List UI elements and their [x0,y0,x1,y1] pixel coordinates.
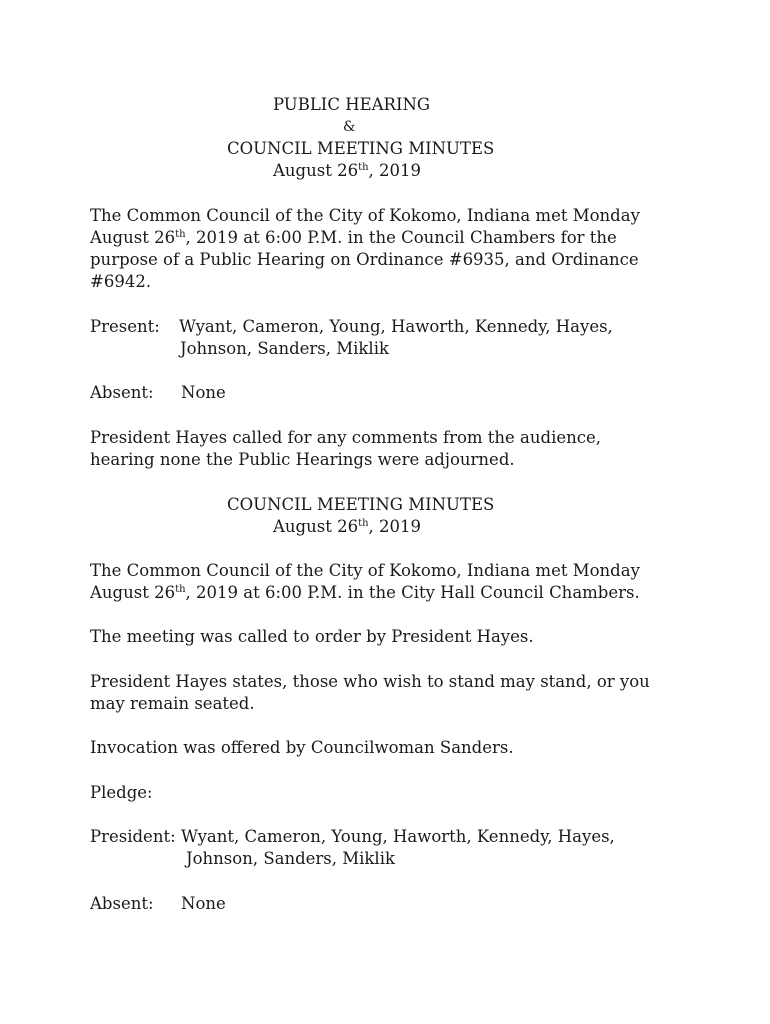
intro1-line3: purpose of a Public Hearing on Ordinance #6935, and Ordinance [90,250,639,269]
date-text: August 26 [273,161,359,180]
invocation: Invocation was offered by Councilwoman Sanders. [90,738,514,757]
intro2-line1: The Common Council of the City of Kokomo, Indiana met Monday [90,561,640,580]
hearing-date [273,160,421,182]
intro2-ordinal: th [175,584,186,595]
comments-line1: President Hayes called for any comments from the audience, [90,428,601,447]
ampersand: & [343,119,356,135]
date-year: , 2019 [368,517,422,536]
minutes-title-1: COUNCIL MEETING MINUTES [227,139,495,158]
intro2-line2-rest: , 2019 at 6:00 P.M. in the City Hall Council Chambers. [185,583,640,602]
intro1-date: August 26 [90,228,176,247]
comments-line2: hearing none the Public Hearings were adjourned. [90,450,515,469]
date-text: August 26 [273,517,359,536]
minutes-title-2: COUNCIL MEETING MINUTES [227,495,495,514]
president-label: President: [90,827,176,846]
intro1-line2 [90,227,617,249]
stand-line2: may remain seated. [90,694,255,713]
hearing-title: PUBLIC HEARING [273,95,431,114]
intro1-ordinal: th [175,229,186,240]
intro2-date: August 26 [90,583,176,602]
call-to-order: The meeting was called to order by President Hayes. [90,627,534,646]
date-ordinal: th [358,162,369,173]
meeting-date [273,516,421,538]
absent-label: Absent: [90,383,154,402]
pledge: Pledge: [90,783,153,802]
date-ordinal: th [358,518,369,529]
present2-names-line1: Wyant, Cameron, Young, Haworth, Kennedy, Hayes, [181,827,615,846]
stand-line1: President Hayes states, those who wish to stand may stand, or you [90,672,650,691]
present-label: Present: [90,317,160,336]
absent2-label: Absent: [90,894,154,913]
absent-value: None [181,383,226,402]
present2-names-line2: Johnson, Sanders, Miklik [186,849,395,868]
intro2-line2 [90,582,640,604]
intro1-line4: #6942. [90,272,152,291]
present-names-line1: Wyant, Cameron, Young, Haworth, Kennedy, Hayes, [179,317,613,336]
intro1-line1: The Common Council of the City of Kokomo, Indiana met Monday [90,206,640,225]
present-names-line2: Johnson, Sanders, Miklik [180,339,389,358]
date-year: , 2019 [368,161,422,180]
intro1-line2-rest: , 2019 at 6:00 P.M. in the Council Chambers for the [185,228,617,247]
absent2-value: None [181,894,226,913]
